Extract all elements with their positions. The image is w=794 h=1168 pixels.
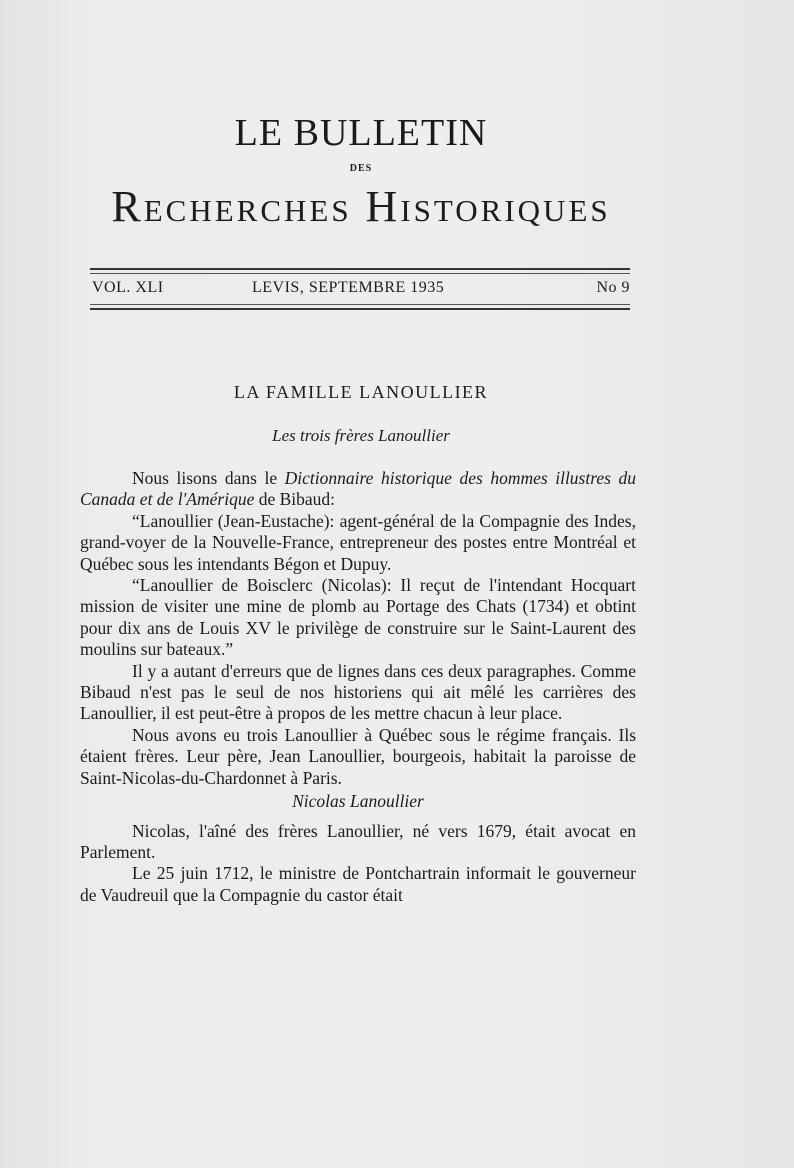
masthead-title: LE BULLETIN [234,112,488,154]
article-subtitle: Les trois frères Lanoullier [272,426,450,445]
top-thin-rule [90,273,630,274]
paragraph-6: Nicolas, l'aîné des frères Lanoullier, né vers 1679, était avocat en Parlement. [80,820,636,862]
cited-work-title: Dictionnaire historique des hommes illustres du Canada et de l'Amérique [80,468,636,510]
top-double-rule [90,268,630,270]
issue-number-label: No 9 [596,279,630,296]
issue-info-line [90,279,630,301]
section-heading: Nicolas Lanoullier [292,791,424,812]
paragraph-3: “Lanoullier de Boisclerc (Nicolas): Il reçut de l'intendant Hocquart mission de visiter une mine de plomb au Portage des Chats (1734) et obtint pour dix ans de Louis XV le privilège de construire sur le Saint-Laurent des moulins sur bateaux.” [80,575,636,660]
volume-label: VOL. XLI [92,279,164,296]
masthead [88,110,634,233]
paragraph-1-tail: de Bibaud: [254,489,336,510]
paragraph-2: “Lanoullier (Jean-Eustache): agent-général de la Compagnie des Indes, grand-voyer de la Nouvelle-France, entrepreneur des postes entre Montréal et Québec sous les intendants Bégon et Dupuy. [80,510,636,574]
bottom-thin-rule [90,304,630,305]
paragraph-1 [80,468,636,511]
article-body [80,468,636,906]
paragraph-7: Le 25 juin 1712, le ministre de Pontchartrain informait le gouverneur de Vaudreuil que la Compagnie du castor était [80,863,636,905]
paragraph-1-lead: Nous lisons dans le [132,468,285,488]
paragraph-4: Il y a autant d'erreurs que de lignes dans ces deux paragraphes. Comme Bibaud n'est pas le seul de nos historiens qui ait mêlé les carrières des Lanoullier, il est peut-être à propos de les mettre chacun à leur place. [80,660,636,724]
paragraph-5: Nous avons eu trois Lanoullier à Québec sous le régime français. Ils étaient frères. Leur père, Jean Lanoullier, bourgeois, habitait la paroisse de Saint-Nicolas-du-Chardonnet à Paris. [80,724,636,788]
article-title: LA FAMILLE LANOULLIER [233,382,489,402]
masthead-connector: DES [349,163,373,174]
bottom-double-rule [90,308,630,310]
masthead-subtitle: Recherches Historiques [111,182,611,231]
place-date-label: LEVIS, SEPTEMBRE 1935 [252,279,445,296]
